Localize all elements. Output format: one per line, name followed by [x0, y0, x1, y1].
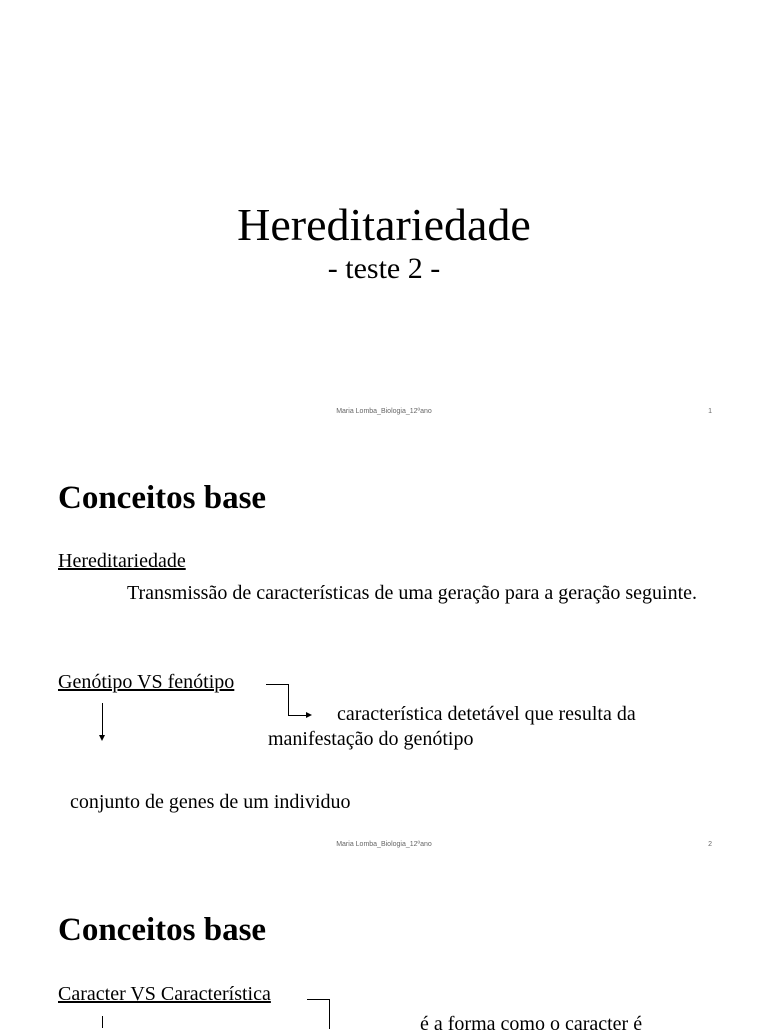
slide-heading: Conceitos base [58, 480, 267, 516]
slide-heading: Conceitos base [58, 912, 267, 948]
definition-hereditariedade: Transmissão de características de uma geração para a geração seguinte. [126, 582, 698, 604]
definition-fenotipo-line1: característica detetável que resulta da [337, 703, 636, 725]
connector-line [266, 684, 288, 685]
slide-subtitle: - teste 2 - [327, 252, 441, 285]
slide-footer: Maria Lomba_Biologia_12ºano [336, 841, 432, 848]
connector-line [288, 715, 306, 716]
slide-footer: Maria Lomba_Biologia_12ºano [336, 408, 432, 415]
connector-line [329, 999, 330, 1029]
connector-line [307, 999, 329, 1000]
slide-1 [0, 0, 768, 432]
term-hereditariedade: Hereditariedade [58, 550, 186, 572]
definition-genotipo: conjunto de genes de um individuo [70, 791, 351, 813]
definition-fenotipo-line2: manifestação do genótipo [268, 728, 474, 750]
page-number: 1 [708, 408, 712, 415]
partial-definition: é a forma como o caracter é [420, 1013, 643, 1035]
term-genotipo-vs-fenotipo: Genótipo VS fenótipo [58, 671, 235, 693]
connector-line [102, 703, 103, 736]
slide-2 [0, 432, 768, 864]
slide-3 [0, 864, 768, 1035]
arrow-right-icon [306, 712, 312, 718]
connector-line [102, 1016, 103, 1028]
arrow-down-icon [99, 735, 105, 741]
connector-line [288, 684, 289, 716]
slide-title: Hereditariedade [237, 199, 531, 250]
page-number: 2 [708, 841, 712, 848]
term-caracter-vs-caracteristica: Caracter VS Característica [58, 983, 271, 1005]
